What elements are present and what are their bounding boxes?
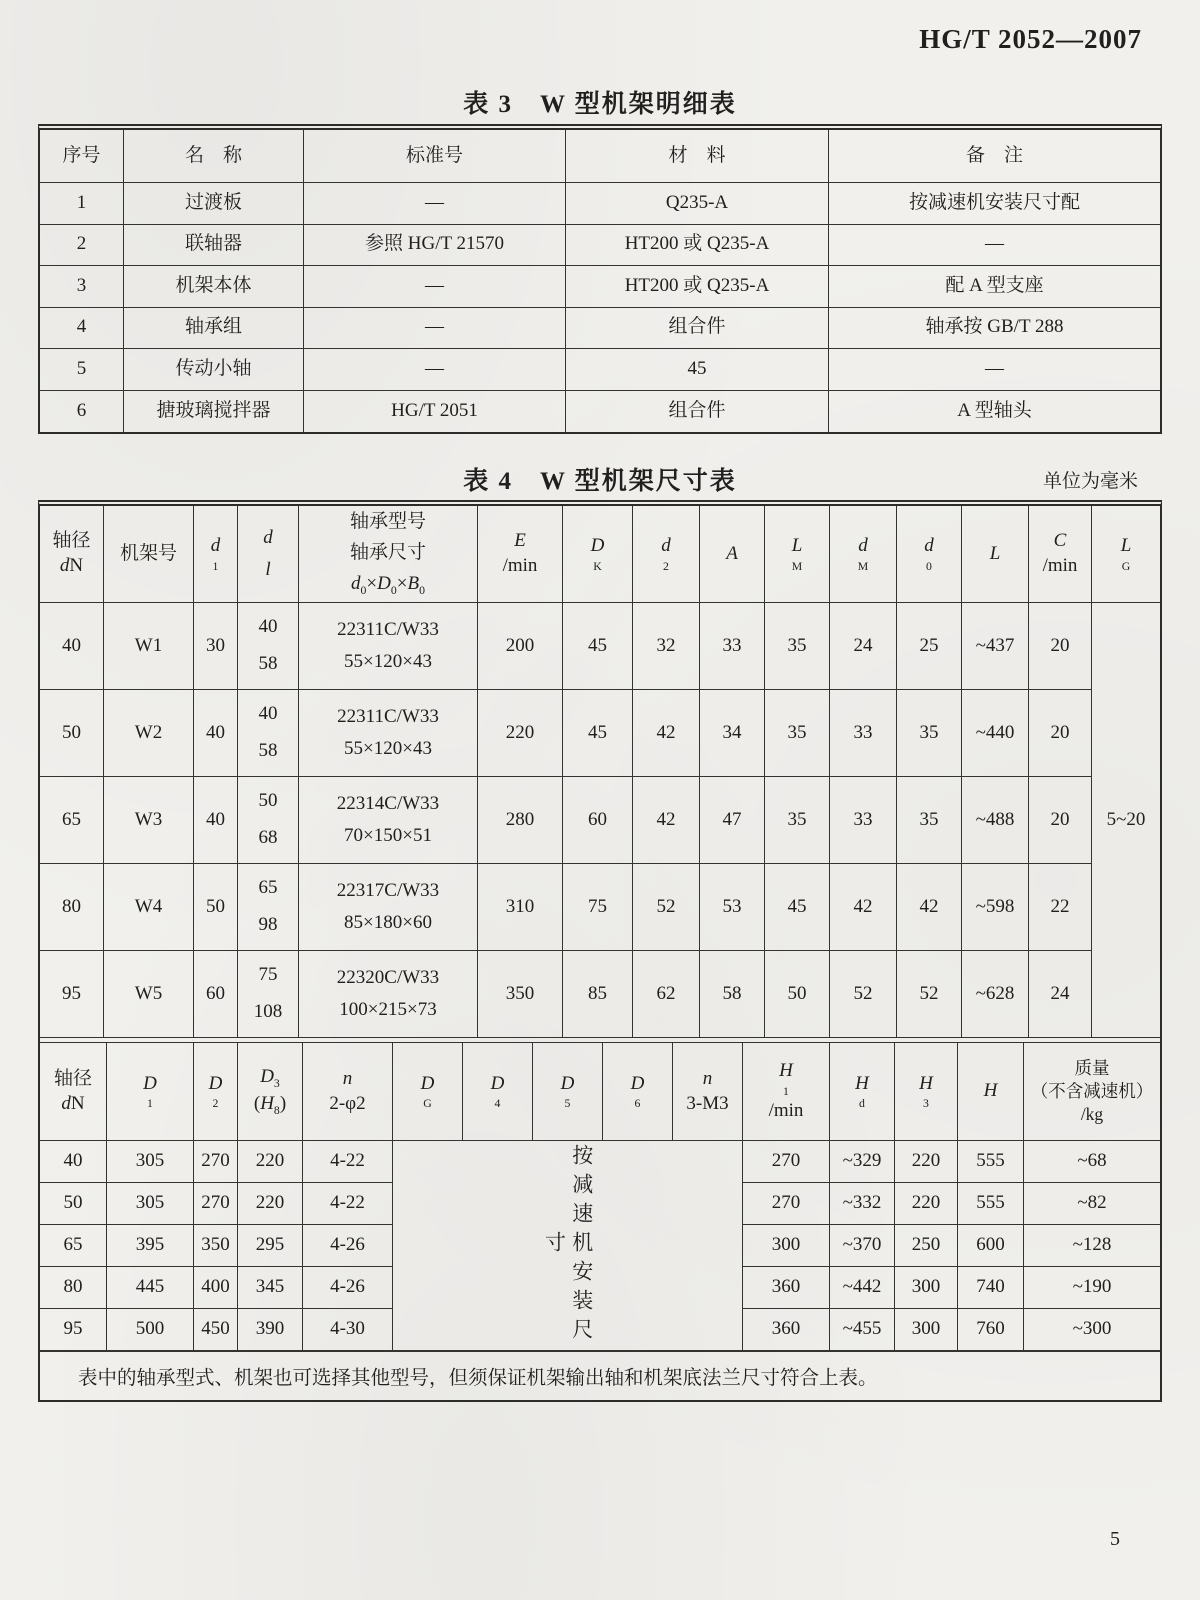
cell: ~82 [1024,1183,1160,1225]
cell: 600 [958,1225,1024,1267]
cell: 33 [700,603,765,690]
cell: 过渡板 [124,183,304,225]
col-header-D1: D 1 [107,1043,194,1141]
cell: 52 [897,951,962,1038]
cell: 4 [40,308,124,350]
col-header-D6: D 6 [603,1043,673,1141]
cell: — [304,308,566,350]
cell: 555 [958,1141,1024,1183]
cell: 42 [633,690,700,777]
cell: 360 [743,1267,830,1309]
cell: 200 [478,603,563,690]
cell: ~329 [830,1141,895,1183]
cell: 50 [194,864,238,951]
cell: 1 [40,183,124,225]
cell: W2 [104,690,194,777]
cell: W1 [104,603,194,690]
cell: ~440 [962,690,1029,777]
cell: 60 [194,951,238,1038]
cell: 40 [40,603,104,690]
cell: 40 58 [238,690,299,777]
cell: 220 [238,1183,303,1225]
cell: 50 [40,1183,107,1225]
col-header-mass: 质量 （不含减速机） /kg [1024,1043,1160,1141]
cell: 组合件 [566,308,829,350]
cell: 75 [563,864,633,951]
reducer-mounting-merged-cell [393,1141,743,1351]
table3-col-header-index: 序号 [40,130,124,183]
cell: 60 [563,777,633,864]
cell: 40 [194,690,238,777]
cell: 220 [895,1141,958,1183]
col-header-H3: H 3 [895,1043,958,1141]
table3-col-header-name: 名 称 [124,130,304,183]
cell: 传动小轴 [124,349,304,391]
cell: 45 [563,690,633,777]
col-header-frame-no: 机架号 [104,506,194,603]
cell: 22311C/W33 55×120×43 [299,690,478,777]
col-header-bearing: 轴承型号 轴承尺寸 $d_0\times D_0\times B_0$ [299,506,478,603]
col-header-a: A [700,506,765,603]
table3-col-header-standard: 标准号 [304,130,566,183]
cell: 35 [765,603,830,690]
cell: 22 [1029,864,1092,951]
cell: 390 [238,1309,303,1351]
cell: 4-22 [303,1141,393,1183]
cell: 360 [743,1309,830,1351]
cell: 52 [830,951,897,1038]
cell: HG/T 2051 [304,391,566,433]
cell: 35 [897,777,962,864]
cell: 95 [40,1309,107,1351]
cell: 33 [830,777,897,864]
cell: 42 [633,777,700,864]
cell: 80 [40,1267,107,1309]
col-header-d1: d 1 [194,506,238,603]
cell: 270 [194,1183,238,1225]
cell: 22317C/W33 85×180×60 [299,864,478,951]
cell: 联轴器 [124,225,304,267]
cell: 机架本体 [124,266,304,308]
cell: 52 [633,864,700,951]
cell: ~488 [962,777,1029,864]
cell: ~628 [962,951,1029,1038]
cell: 50 [40,690,104,777]
cell: 组合件 [566,391,829,433]
cell: 300 [895,1309,958,1351]
col-header-D2: D 2 [194,1043,238,1141]
cell: 95 [40,951,104,1038]
cell: ~190 [1024,1267,1160,1309]
cell: 395 [107,1225,194,1267]
cell: 350 [194,1225,238,1267]
cell: W4 [104,864,194,951]
cell: 33 [830,690,897,777]
table3-grid [40,130,1160,432]
col-header-l: L [962,506,1029,603]
col-header-dk: D K [563,506,633,603]
cell: HT200 或 Q235-A [566,225,829,267]
cell: 305 [107,1141,194,1183]
cell: 270 [743,1183,830,1225]
cell: Q235-A [566,183,829,225]
cell: 555 [958,1183,1024,1225]
cell: 500 [107,1309,194,1351]
cell: 58 [700,951,765,1038]
cell: 345 [238,1267,303,1309]
cell: 400 [194,1267,238,1309]
table4-section-a [40,506,1160,1038]
cell: 参照 HG/T 21570 [304,225,566,267]
cell: 760 [958,1309,1024,1351]
cell: 25 [897,603,962,690]
cell: 4-22 [303,1183,393,1225]
cell: — [304,266,566,308]
table4-title: 表 4 W 型机架尺寸表 [463,468,737,495]
cell: ~437 [962,603,1029,690]
cell: A 型轴头 [957,399,1032,421]
cell: 4-30 [303,1309,393,1351]
col-header-n3-M3: n 3-M3 [673,1043,743,1141]
col-header-Hd: H d [830,1043,895,1141]
cell: HT200 或 Q235-A [566,266,829,308]
cell: 65 98 [238,864,299,951]
lg-merged-cell: 5~20 [1092,603,1160,1038]
cell: 220 [895,1183,958,1225]
col-header-lg: L G [1092,506,1160,603]
cell: 305 [107,1183,194,1225]
col-header-D3-H8: $D_3$ $(H_8)$ [238,1043,303,1141]
table3 [38,124,1162,434]
cell: 445 [107,1267,194,1309]
cell: 42 [830,864,897,951]
cell: 20 [1029,603,1092,690]
vertical-note: 按减速机安装尺寸 [542,1144,594,1347]
cell: 270 [194,1141,238,1183]
cell: 24 [1029,951,1092,1038]
cell: 按减速机安装尺寸配 [829,183,1160,225]
cell: 35 [897,690,962,777]
cell: 45 [563,603,633,690]
cell: 80 [40,864,104,951]
cell: 22320C/W33 100×215×73 [299,951,478,1038]
col-header-d2: d 2 [633,506,700,603]
col-header-shaft-dn: 轴径 dN [40,506,104,603]
cell: ~128 [1024,1225,1160,1267]
standard-number-header: HG/T 2052—2007 [919,24,1142,54]
col-header-DG: D G [393,1043,463,1141]
col-header-D4: D 4 [463,1043,533,1141]
cell: ~370 [830,1225,895,1267]
cell: 24 [830,603,897,690]
cell: 32 [633,603,700,690]
cell: 740 [958,1267,1024,1309]
cell: 4-26 [303,1225,393,1267]
table3-title: 表 3 W 型机架明细表 [463,91,737,118]
col-header-D5: D 5 [533,1043,603,1141]
cell: 220 [478,690,563,777]
table3-col-header-remark: 备 注 [829,130,1160,183]
col-header-n2-phi2: n 2-φ2 [303,1043,393,1141]
cell: — [304,183,566,225]
cell: — [829,225,1160,267]
cell: ~442 [830,1267,895,1309]
cell: 50 [765,951,830,1038]
cell: 40 [40,1141,107,1183]
cell: — [304,349,566,391]
cell: 62 [633,951,700,1038]
cell: W5 [104,951,194,1038]
cell: 4-26 [303,1267,393,1309]
col-header-c-min: C /min [1029,506,1092,603]
cell: 30 [194,603,238,690]
cell: 85 [563,951,633,1038]
col-header-dm: d M [830,506,897,603]
cell: 50 68 [238,777,299,864]
cell: ~455 [830,1309,895,1351]
cell: ~598 [962,864,1029,951]
cell: 22311C/W33 55×120×43 [299,603,478,690]
col-header-e-min: E /min [478,506,563,603]
cell: 280 [478,777,563,864]
cell: 300 [895,1267,958,1309]
cell: 250 [895,1225,958,1267]
col-header-H: H [958,1043,1024,1141]
table4 [38,500,1162,1402]
cell: 搪玻璃搅拌器 [124,391,304,433]
cell: W3 [104,777,194,864]
col-header-d0: d 0 [897,506,962,603]
cell: 45 [765,864,830,951]
page-number: 5 [1110,1528,1120,1550]
cell: ~332 [830,1183,895,1225]
cell: ~300 [1024,1309,1160,1351]
cell: 65 [40,777,104,864]
cell: 220 [238,1141,303,1183]
cell: 34 [700,690,765,777]
cell: 300 [743,1225,830,1267]
cell: 35 [765,690,830,777]
cell: 5 [40,349,124,391]
cell: 3 [40,266,124,308]
cell: 42 [897,864,962,951]
cell: 35 [765,777,830,864]
cell: 47 [700,777,765,864]
cell: 6 [40,391,124,433]
cell: 53 [700,864,765,951]
table4-section-b [40,1043,1160,1351]
col-header-d-l: d l [238,506,299,603]
cell: 轴承组 [124,308,304,350]
col-header-shaft-dn: 轴径 dN [40,1043,107,1141]
cell: 22314C/W33 70×150×51 [299,777,478,864]
cell: 450 [194,1309,238,1351]
cell: 20 [1029,690,1092,777]
cell: 295 [238,1225,303,1267]
col-header-lm: L M [765,506,830,603]
table4-footnote: 表中的轴承型式、机架也可选择其他型号，但须保证机架输出轴和机架底法兰尺寸符合上表。 [40,1351,1160,1400]
cell: 配 A 型支座 [829,266,1160,308]
cell: 40 [194,777,238,864]
col-header-H1-min: H 1 /min [743,1043,830,1141]
cell: 350 [478,951,563,1038]
cell: 310 [478,864,563,951]
cell: 65 [40,1225,107,1267]
cell: 2 [40,225,124,267]
cell: 轴承按 GB/T 288 [829,308,1160,350]
table3-col-header-material: 材 料 [566,130,829,183]
cell: 75 108 [238,951,299,1038]
cell: 40 58 [238,603,299,690]
cell: 45 [566,349,829,391]
cell: ~68 [1024,1141,1160,1183]
cell: — [829,349,1160,391]
unit-note: 单位为毫米 [1042,471,1138,492]
cell: 20 [1029,777,1092,864]
cell: 270 [743,1141,830,1183]
